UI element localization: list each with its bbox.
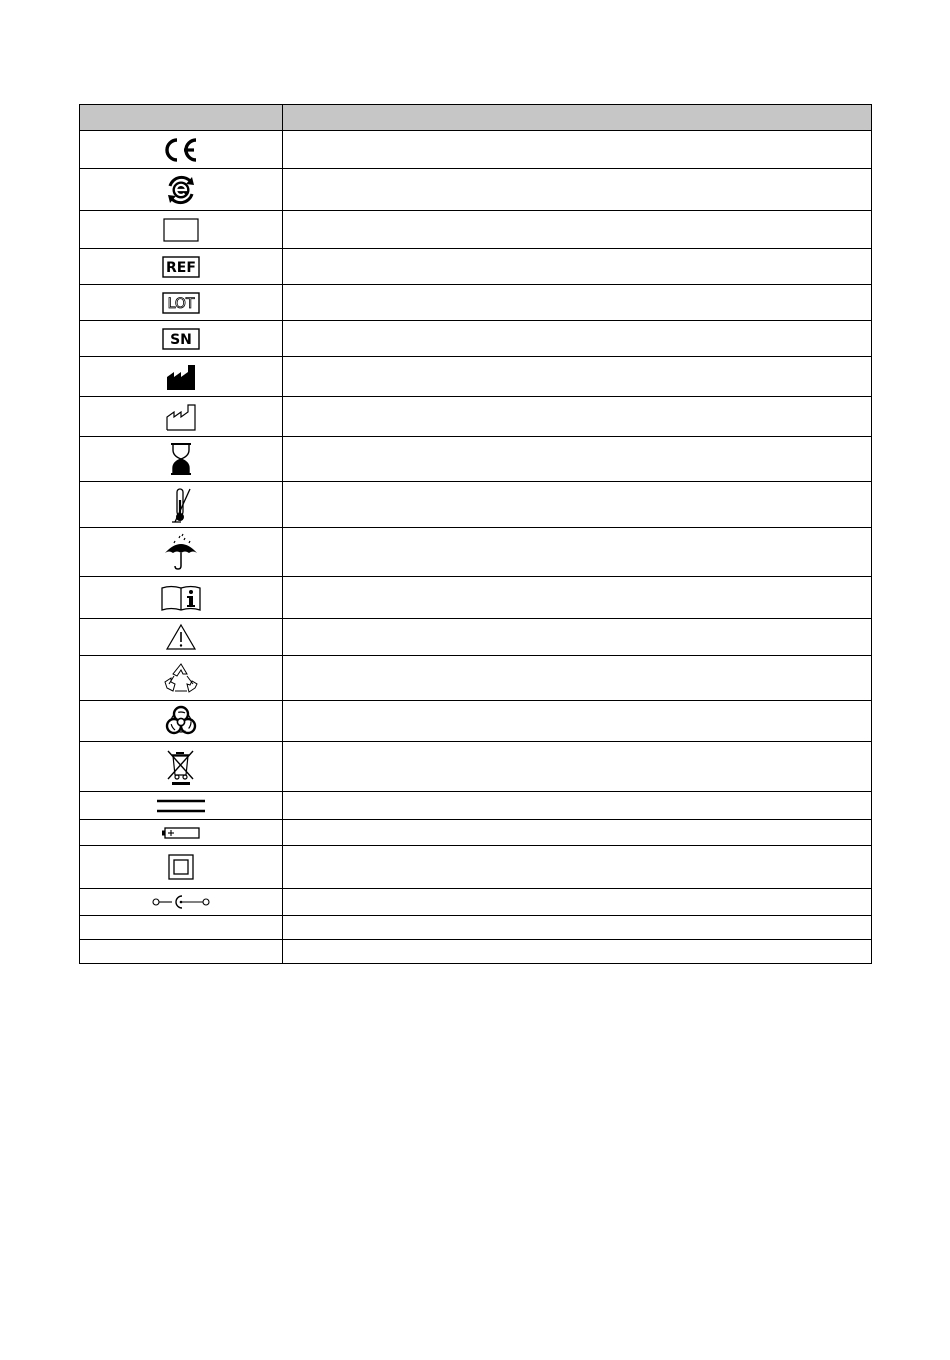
lot-batch-code-icon (162, 292, 200, 314)
table-row (80, 889, 872, 916)
symbol-cell (80, 701, 283, 742)
description-cell (283, 940, 872, 964)
table-row (80, 249, 872, 285)
symbol-cell (80, 131, 283, 169)
keep-dry-umbrella-icon (163, 533, 199, 571)
header-description (283, 105, 872, 131)
table-row (80, 846, 872, 889)
description-cell (283, 916, 872, 940)
description-cell (283, 169, 872, 211)
description-cell (283, 285, 872, 321)
symbol-cell (80, 742, 283, 792)
description-cell (283, 437, 872, 482)
use-by-hourglass-icon (169, 442, 193, 476)
symbol-cell (80, 211, 283, 249)
symbol-cell (80, 437, 283, 482)
table-row (80, 285, 872, 321)
china-rohs-e-icon (165, 174, 197, 206)
description-cell (283, 249, 872, 285)
description-cell (283, 211, 872, 249)
table-header-row (80, 105, 872, 131)
description-cell (283, 742, 872, 792)
table-row (80, 577, 872, 619)
temperature-limit-icon (169, 486, 193, 524)
symbol-cell (80, 357, 283, 397)
description-cell (283, 792, 872, 820)
table-row (80, 211, 872, 249)
table-row (80, 437, 872, 482)
symbol-cell (80, 940, 283, 964)
lot-label: LOT (167, 295, 195, 312)
description-cell (283, 131, 872, 169)
sn-label: SN (170, 331, 192, 348)
description-cell (283, 846, 872, 889)
symbol-cell (80, 656, 283, 701)
consult-instructions-icon (160, 584, 202, 612)
description-cell (283, 397, 872, 437)
table-row (80, 131, 872, 169)
table-row (80, 482, 872, 528)
description-cell (283, 619, 872, 656)
table-row (80, 169, 872, 211)
date-of-manufacture-icon (165, 403, 197, 431)
table-row (80, 940, 872, 964)
symbol-cell (80, 792, 283, 820)
symbol-cell (80, 285, 283, 321)
ce-mark-icon (162, 136, 200, 164)
table-row (80, 397, 872, 437)
table-row (80, 701, 872, 742)
weee-crossed-bin-icon (165, 748, 197, 786)
direct-current-icon (156, 797, 206, 815)
blank-box-icon (163, 218, 199, 242)
symbol-cell (80, 577, 283, 619)
description-cell (283, 820, 872, 846)
description-cell (283, 482, 872, 528)
symbol-cell (80, 916, 283, 940)
table-row (80, 820, 872, 846)
table-row (80, 619, 872, 656)
description-cell (283, 889, 872, 916)
serial-number-icon (162, 328, 200, 350)
symbol-cell (80, 619, 283, 656)
symbol-cell (80, 482, 283, 528)
symbol-cell (80, 249, 283, 285)
description-cell (283, 321, 872, 357)
description-cell (283, 528, 872, 577)
symbols-table (79, 104, 872, 964)
symbol-cell (80, 820, 283, 846)
table-row (80, 656, 872, 701)
table-row (80, 742, 872, 792)
symbol-cell (80, 321, 283, 357)
ref-catalog-number-icon (162, 256, 200, 278)
biohazard-icon (164, 705, 198, 737)
ref-label: REF (166, 259, 196, 276)
table-row (80, 357, 872, 397)
manufacturer-icon (165, 363, 197, 391)
caution-warning-icon (165, 623, 197, 651)
description-cell (283, 701, 872, 742)
table-row (80, 321, 872, 357)
recycle-icon (163, 662, 199, 694)
class-ii-double-insulation-icon (167, 853, 195, 881)
battery-icon (161, 826, 201, 840)
table-row (80, 792, 872, 820)
header-symbol (80, 105, 283, 131)
description-cell (283, 656, 872, 701)
table-row (80, 916, 872, 940)
symbol-cell (80, 889, 283, 916)
table-row (80, 528, 872, 577)
dc-polarity-connector-icon (152, 894, 210, 910)
symbol-cell (80, 397, 283, 437)
symbol-cell (80, 528, 283, 577)
symbol-cell (80, 169, 283, 211)
description-cell (283, 357, 872, 397)
description-cell (283, 577, 872, 619)
symbol-cell (80, 846, 283, 889)
